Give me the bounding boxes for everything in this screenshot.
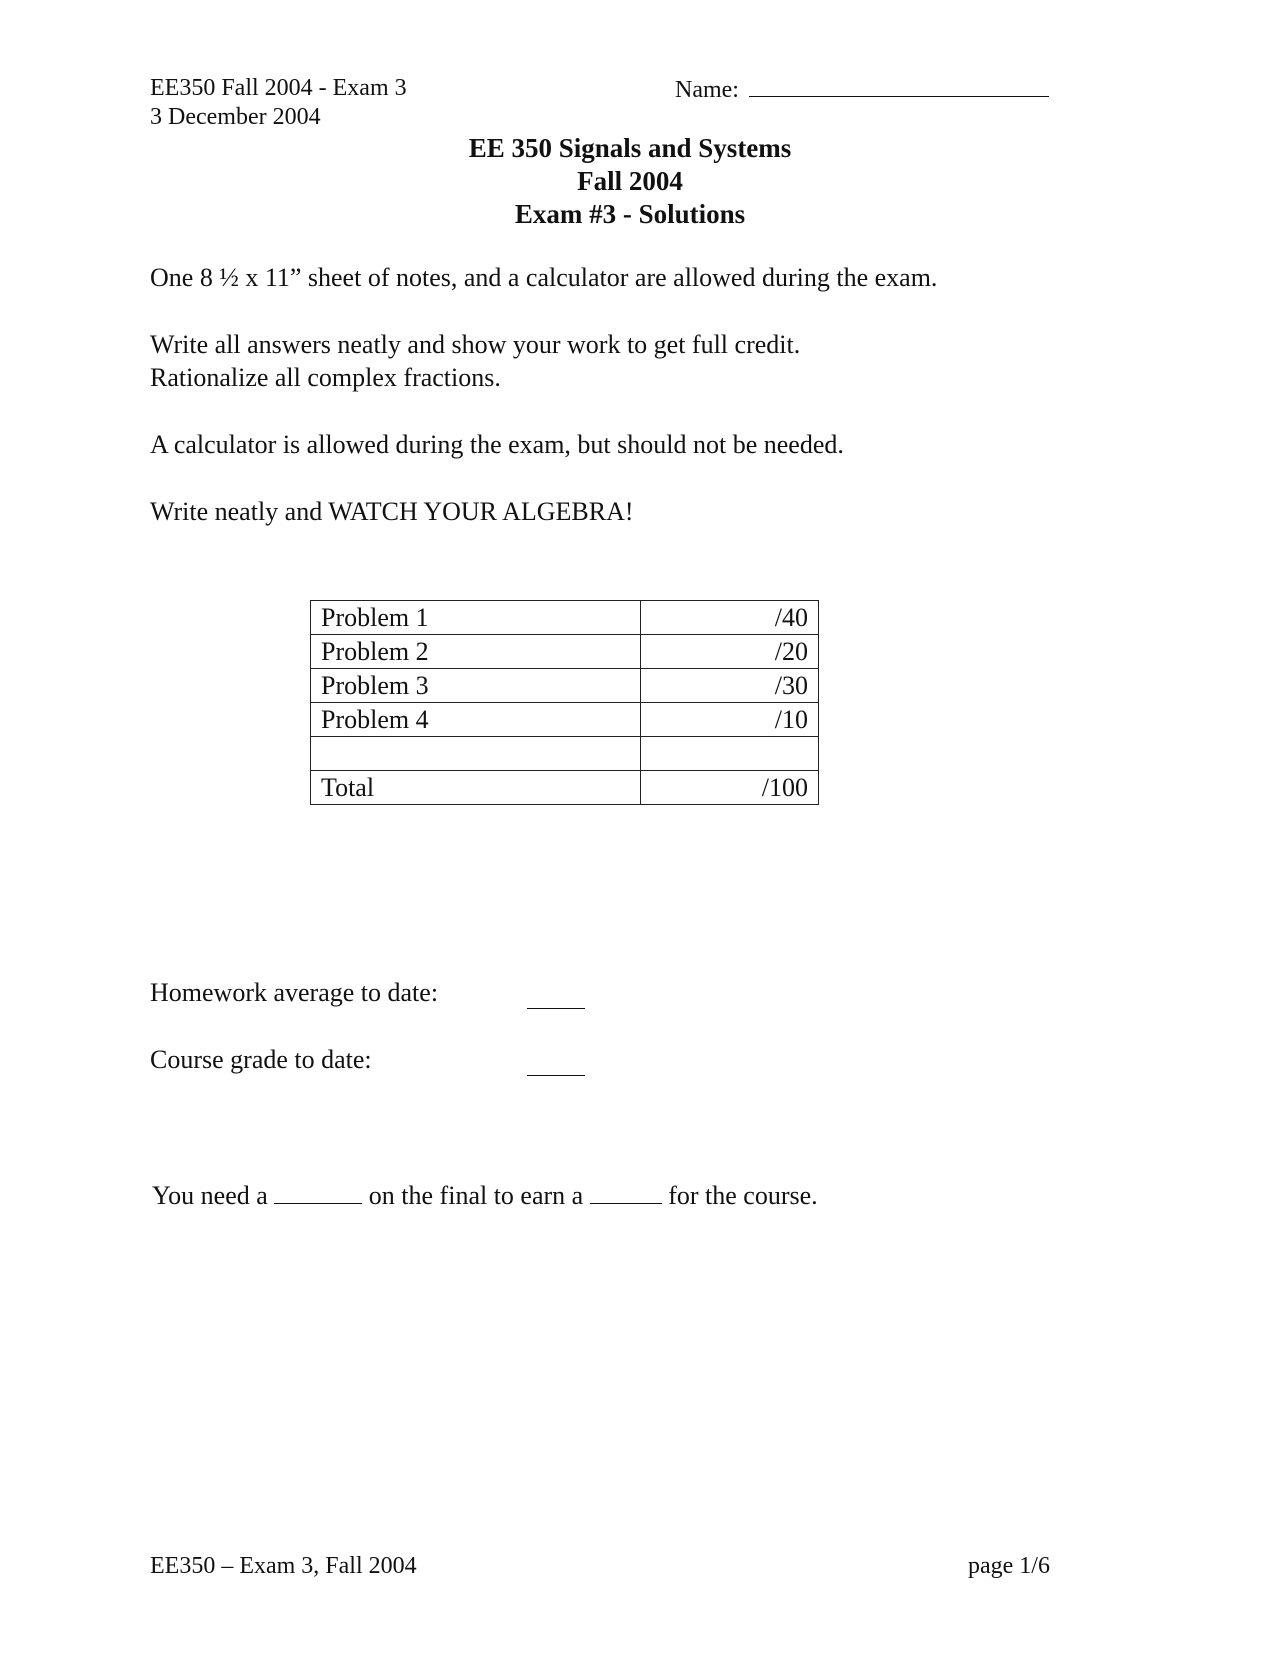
final-sentence-part3: for the course. — [668, 1181, 818, 1210]
instruction-show-work: Write all answers neatly and show your work to get full credit. — [150, 330, 801, 359]
final-requirement-sentence — [152, 1180, 818, 1212]
instruction-calculator: A calculator is allowed during the exam, but should not be needed. — [150, 430, 844, 459]
page-number: page 1/6 — [968, 1553, 1050, 1579]
course-grade-blank[interactable] — [527, 1047, 585, 1076]
table-row — [311, 601, 819, 635]
final-sentence-part1: You need a — [152, 1181, 268, 1210]
final-score-blank[interactable] — [274, 1181, 362, 1204]
homework-average-label: Homework average to date: — [150, 978, 439, 1007]
instruction-rationalize: Rationalize all complex fractions. — [150, 363, 501, 392]
problem-points[interactable]: /10 — [641, 703, 819, 737]
table-row — [311, 737, 819, 771]
empty-points — [641, 737, 819, 771]
problem-label: Problem 1 — [311, 601, 641, 635]
name-blank-line[interactable] — [749, 74, 1049, 97]
problem-points[interactable]: /40 — [641, 601, 819, 635]
header-date: 3 December 2004 — [150, 104, 321, 130]
title-line-3: Exam #3 - Solutions — [514, 199, 746, 229]
table-row — [311, 669, 819, 703]
course-grade-label: Course grade to date: — [150, 1045, 372, 1074]
final-sentence-part2: on the final to earn a — [368, 1181, 584, 1210]
instruction-notes: One 8 ½ x 11” sheet of notes, and a calculator are allowed during the exam. — [150, 263, 938, 292]
course-grade-target-blank[interactable] — [590, 1181, 662, 1204]
name-label: Name: — [675, 77, 739, 103]
problem-points[interactable]: /30 — [641, 669, 819, 703]
problem-points[interactable]: /20 — [641, 635, 819, 669]
total-label: Total — [311, 771, 641, 805]
problem-label: Problem 2 — [311, 635, 641, 669]
title-line-1: EE 350 Signals and Systems — [468, 133, 792, 163]
footer-left: EE350 – Exam 3, Fall 2004 — [150, 1553, 417, 1579]
empty-label — [311, 737, 641, 771]
problem-label: Problem 4 — [311, 703, 641, 737]
problem-label: Problem 3 — [311, 669, 641, 703]
instruction-algebra: Write neatly and WATCH YOUR ALGEBRA! — [150, 497, 634, 526]
score-table — [310, 600, 819, 805]
name-field — [675, 74, 1049, 104]
total-points[interactable]: /100 — [641, 771, 819, 805]
table-row — [311, 635, 819, 669]
title-line-2: Fall 2004 — [577, 166, 683, 196]
table-row — [311, 771, 819, 805]
homework-average-blank[interactable] — [527, 980, 585, 1009]
header-course-exam: EE350 Fall 2004 - Exam 3 — [150, 75, 407, 101]
table-row — [311, 703, 819, 737]
